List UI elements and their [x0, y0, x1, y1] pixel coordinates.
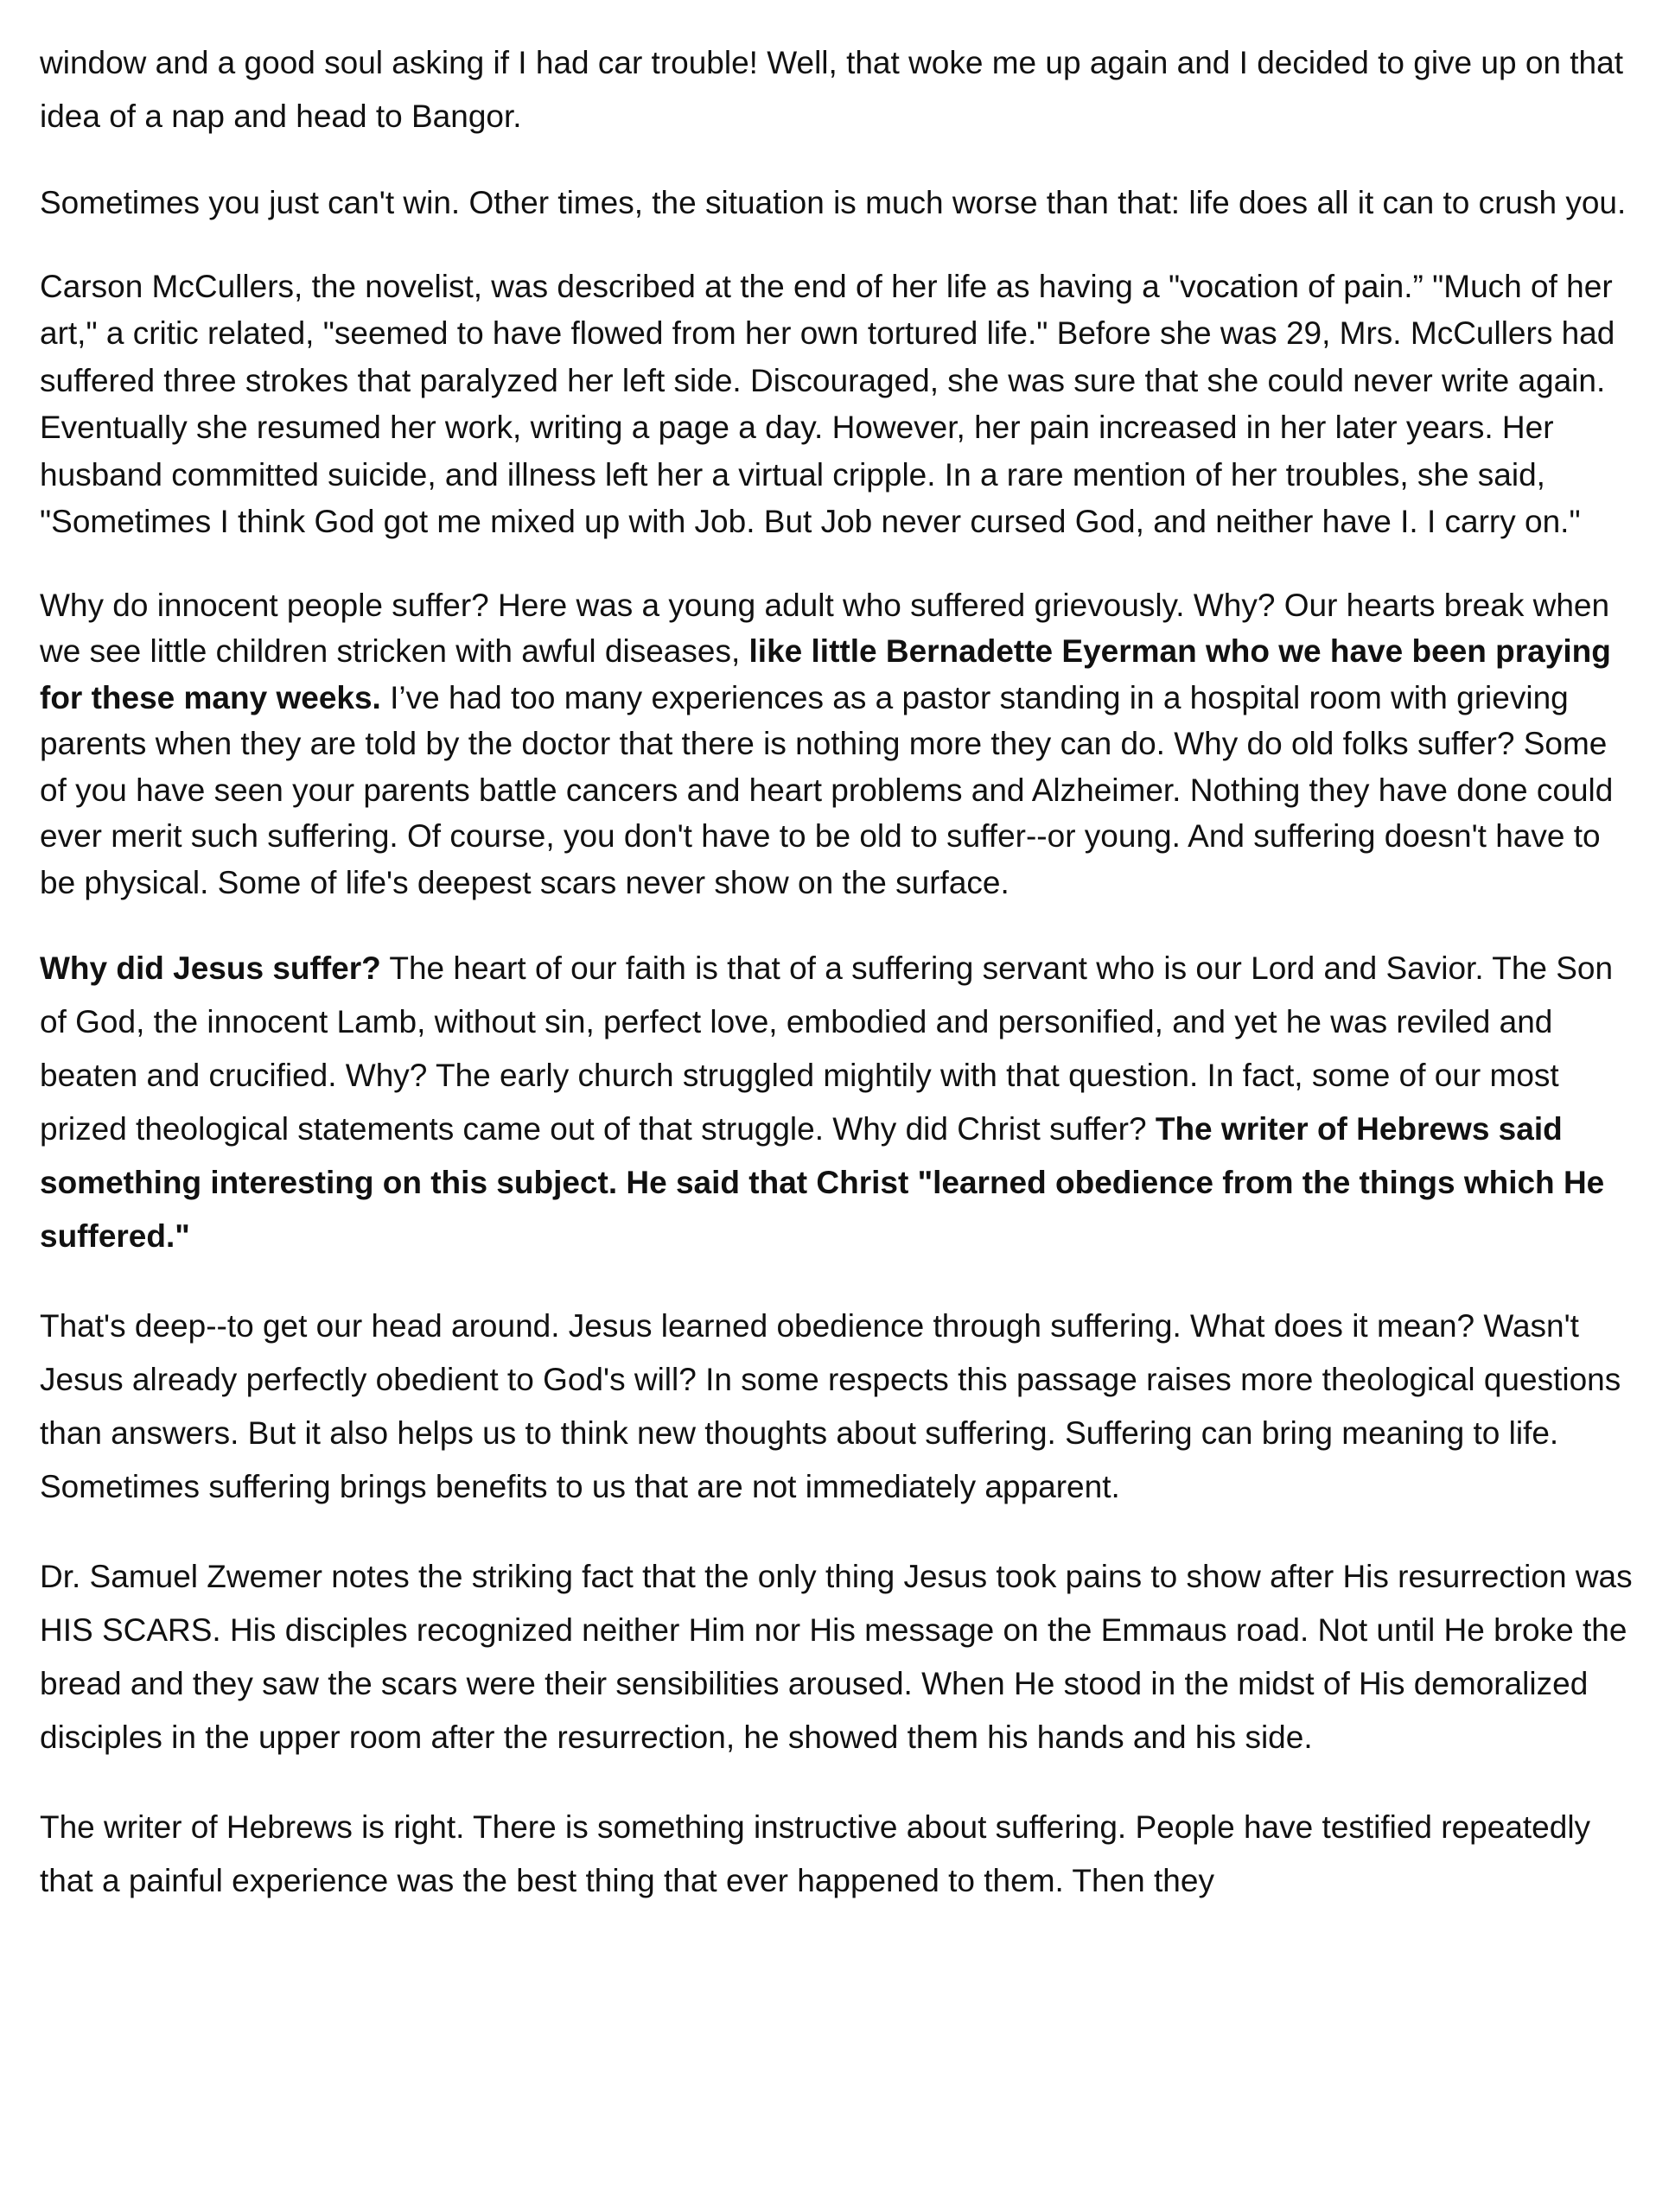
paragraph-text: window and a good soul asking if I had car trouble! Well, that woke me up again and I decided to give up on that idea of a nap and head to Bangor. — [40, 45, 1623, 134]
bold-prayer-text: like little Bernadette Eyerman who we have been praying for these many weeks. — [40, 633, 1611, 715]
paragraph-zwemer-scars — [40, 1550, 1634, 1764]
paragraph-learned-obedience — [40, 1300, 1634, 1514]
paragraph-text: I’ve had too many experiences as a pastor standing in a hospital room with grieving parents when they are told by the doctor that there is nothing more they can do. Why do old folks suffer? Some of you have seen your parents battle cancers and heart problems and Alzheimer. Nothing they have done could ever merit such suffering. Of course, you don't have to be old to suffer--or young. And suffering doesn't have to be physical. Some of life's deepest scars never show on the surface. — [40, 679, 1614, 900]
paragraph-text: That's deep--to get our head around. Jesus learned obedience through suffering. What does it mean? Wasn't Jesus already perfectly obedient to God's will? In some respects this passage raises more theological questions than answers. But it also helps us to think new thoughts about suffering. Suffering can bring meaning to life. Sometimes suffering brings benefits to us that are not immediately apparent. — [40, 1308, 1621, 1504]
paragraph-carson-mccullers — [40, 264, 1634, 546]
paragraph-car-trouble — [40, 36, 1634, 143]
paragraph-text: Carson McCullers, the novelist, was described at the end of her life as having a "vocation of pain.” "Much of her art," a critic related, "seemed to have flowed from her own tortured life." Before she was 29, Mrs. McCullers had suffered three strokes that paralyzed her left side. Discouraged, she was sure that she could never write again. Eventually she resumed her work, writing a page a day. However, her pain increased in her later years. Her husband committed suicide, and illness left her a virtual cripple. In a rare mention of her troubles, she said, "Sometimes I think God got me mixed up with Job. But Job never cursed God, and neither have I. I carry on." — [40, 268, 1615, 539]
paragraph-text: The writer of Hebrews is right. There is something instructive about suffering. People have testified repeatedly that a painful experience was the best thing that ever happened to them. Then they — [40, 1809, 1591, 1898]
paragraph-text: Why do innocent people suffer? Here was a young adult who suffered grievously. Why? Our hearts break when we see little children stricken with awful diseases, — [40, 587, 1610, 669]
paragraph-hebrews-right — [40, 1801, 1634, 1908]
paragraph-cant-win — [40, 180, 1634, 227]
paragraph-text: The heart of our faith is that of a suffering servant who is our Lord and Savior. The Son of God, the innocent Lamb, without sin, perfect love, embodied and personified, and yet he was reviled and beaten and crucified. Why? The early church struggled mightily with that question. In fact, some of our most prized theological statements came out of that struggle. Why did Christ suffer? — [40, 950, 1614, 1147]
bold-hebrews-quote: The writer of Hebrews said something interesting on this subject. He said that Christ "learned obedience from the things which He suffered." — [40, 1111, 1605, 1254]
bold-heading-question: Why did Jesus suffer? — [40, 950, 381, 986]
document-page — [40, 36, 1634, 1944]
paragraph-innocent-suffer — [40, 582, 1634, 906]
paragraph-why-jesus-suffer — [40, 942, 1634, 1263]
paragraph-text: Sometimes you just can't win. Other times, the situation is much worse than that: life does all it can to crush you. — [40, 185, 1627, 220]
paragraph-text: Dr. Samuel Zwemer notes the striking fact that the only thing Jesus took pains to show after His resurrection was HIS SCARS. His disciples recognized neither Him nor His message on the Emmaus road. Not until He broke the bread and they saw the scars were their sensibilities aroused. When He stood in the midst of His demoralized disciples in the upper room after the resurrection, he showed them his hands and his side. — [40, 1559, 1633, 1755]
